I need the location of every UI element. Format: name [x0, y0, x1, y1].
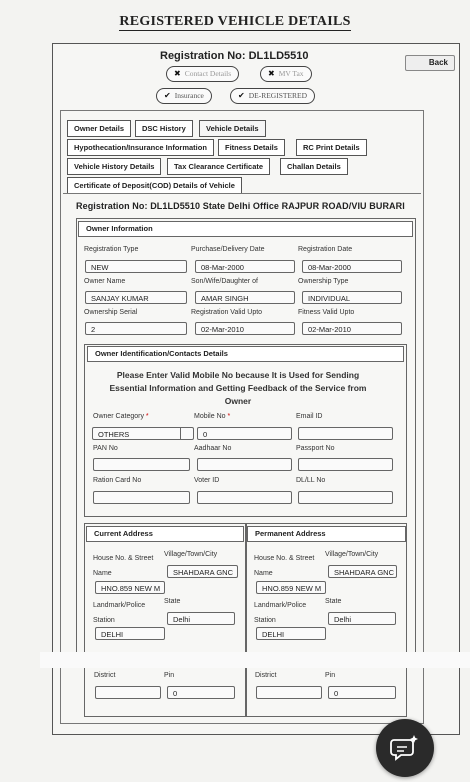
tab-vehicle-details[interactable]: Vehicle Details — [199, 120, 266, 137]
times-icon: ✖ — [174, 69, 181, 78]
ownership-type-field[interactable]: INDIVIDUAL — [302, 291, 402, 304]
aadhaar-label: Aadhaar No — [194, 445, 232, 452]
current-pin-field[interactable]: 0 — [167, 686, 235, 699]
ownership-serial-field[interactable]: 2 — [85, 322, 187, 335]
tab-owner-details[interactable]: Owner Details — [67, 120, 131, 137]
current-house-label: House No. & Street Name — [93, 555, 154, 577]
registration-valid-field[interactable]: 02-Mar-2010 — [195, 322, 295, 335]
ownership-serial-label: Ownership Serial — [84, 309, 138, 316]
mobile-field[interactable]: 0 — [197, 427, 292, 440]
permanent-village-field[interactable]: SHAHDARA GNC — [328, 565, 397, 578]
registration-date-field[interactable]: 08-Mar-2000 — [302, 260, 402, 273]
passport-field[interactable] — [298, 458, 393, 471]
tab-tax-clearance[interactable]: Tax Clearance Certificate — [167, 158, 270, 175]
permanent-landmark-label: Landmark/Police Station — [254, 602, 307, 624]
page-gap — [40, 652, 470, 668]
check-icon: ✔ — [238, 91, 245, 100]
insurance-button[interactable]: ✔ Insurance — [156, 88, 212, 104]
owner-name-field[interactable]: SANJAY KUMAR — [85, 291, 187, 304]
email-label: Email ID — [296, 413, 323, 420]
identification-heading: Owner Identification/Contacts Details — [87, 346, 404, 362]
page-title: REGISTERED VEHICLE DETAILS — [119, 14, 351, 29]
mv-tax-button[interactable]: ✖ MV Tax — [260, 66, 312, 82]
times-icon: ✖ — [268, 69, 275, 78]
tab-rc-print-details[interactable]: RC Print Details — [296, 139, 367, 156]
permanent-house-label: House No. & Street Name — [254, 555, 315, 577]
registration-valid-label: Registration Valid Upto — [191, 309, 263, 316]
ration-card-label: Ration Card No — [93, 477, 142, 484]
registration-date-label: Registration Date — [298, 246, 353, 253]
current-landmark-label: Landmark/Police Station — [93, 602, 146, 624]
chat-sparkle-icon — [390, 733, 420, 763]
permanent-address-heading: Permanent Address — [247, 526, 406, 542]
registration-heading: Registration No: DL1LD5510 State Delhi Office RAJPUR ROAD/VIU BURARI — [76, 201, 405, 211]
current-state-label: State — [164, 598, 181, 605]
tab-vehicle-history[interactable]: Vehicle History Details — [67, 158, 161, 175]
mobile-label: Mobile No * — [194, 413, 231, 420]
registration-number: Registration No: DL1LD5510 — [160, 50, 309, 62]
relation-label: Son/Wife/Daughter of — [191, 278, 258, 285]
purchase-date-label: Purchase/Delivery Date — [191, 246, 265, 253]
passport-label: Passport No — [296, 445, 335, 452]
ration-card-field[interactable] — [93, 491, 190, 504]
dl-ll-label: DL/LL No — [296, 477, 326, 484]
ownership-type-label: Ownership Type — [298, 278, 349, 285]
aadhaar-field[interactable] — [197, 458, 292, 471]
purchase-date-field[interactable]: 08-Mar-2000 — [195, 260, 295, 273]
current-district-label: District — [94, 672, 116, 679]
back-button[interactable]: Back — [405, 55, 455, 71]
chat-assistant-button[interactable] — [376, 719, 434, 777]
mobile-warning: Please Enter Valid Mobile No because It is Used for Sending Essential Information and Getting Feedback of the Service from Owner — [109, 370, 367, 406]
permanent-pin-field[interactable]: 0 — [328, 686, 396, 699]
permanent-village-label: Village/Town/City — [325, 551, 379, 558]
tabs-divider — [63, 193, 421, 194]
de-registered-button[interactable]: ✔ DE-REGISTERED — [230, 88, 315, 104]
contact-details-button[interactable]: ✖ Contact Details — [166, 66, 239, 82]
current-pin-label: Pin — [164, 672, 175, 679]
current-house-field[interactable]: HNO.859 NEW M — [95, 581, 165, 594]
voter-id-field[interactable] — [197, 491, 292, 504]
tab-challan-details[interactable]: Challan Details — [280, 158, 348, 175]
current-address-heading: Current Address — [86, 526, 244, 542]
permanent-landmark-field[interactable]: DELHI — [256, 627, 326, 640]
permanent-state-label: State — [325, 598, 342, 605]
current-landmark-field[interactable]: DELHI — [95, 627, 165, 640]
permanent-district-label: District — [255, 672, 277, 679]
fitness-valid-field[interactable]: 02-Mar-2010 — [302, 322, 402, 335]
permanent-district-select[interactable] — [256, 686, 322, 699]
owner-category-label: Owner Category * — [93, 413, 149, 420]
current-state-select[interactable]: Delhi — [167, 612, 235, 625]
tab-hypothecation[interactable]: Hypothecation/Insurance Information — [67, 139, 214, 156]
current-district-select[interactable] — [95, 686, 161, 699]
pan-field[interactable] — [93, 458, 190, 471]
chevron-down-icon[interactable] — [180, 427, 195, 440]
registration-type-label: Registration Type — [84, 246, 139, 253]
voter-id-label: Voter ID — [194, 477, 220, 484]
current-village-field[interactable]: SHAHDARA GNC — [167, 565, 238, 578]
email-field[interactable] — [298, 427, 393, 440]
owner-name-label: Owner Name — [84, 278, 126, 285]
check-icon: ✔ — [164, 91, 171, 100]
pan-label: PAN No — [93, 445, 118, 452]
relation-field[interactable]: AMAR SINGH — [195, 291, 295, 304]
tab-fitness-details[interactable]: Fitness Details — [218, 139, 285, 156]
current-village-label: Village/Town/City — [164, 551, 218, 558]
tab-cod-details[interactable]: Certificate of Deposit(COD) Details of Vehicle — [67, 177, 242, 194]
tab-dsc-history[interactable]: DSC History — [135, 120, 193, 137]
permanent-house-field[interactable]: HNO.859 NEW M — [256, 581, 326, 594]
permanent-state-select[interactable]: Delhi — [328, 612, 396, 625]
owner-category-select[interactable]: OTHERS — [92, 427, 194, 440]
dl-ll-field[interactable] — [298, 491, 393, 504]
fitness-valid-label: Fitness Valid Upto — [298, 309, 355, 316]
registration-type-field[interactable]: NEW — [85, 260, 187, 273]
owner-information-heading: Owner Information — [78, 221, 413, 237]
permanent-pin-label: Pin — [325, 672, 336, 679]
